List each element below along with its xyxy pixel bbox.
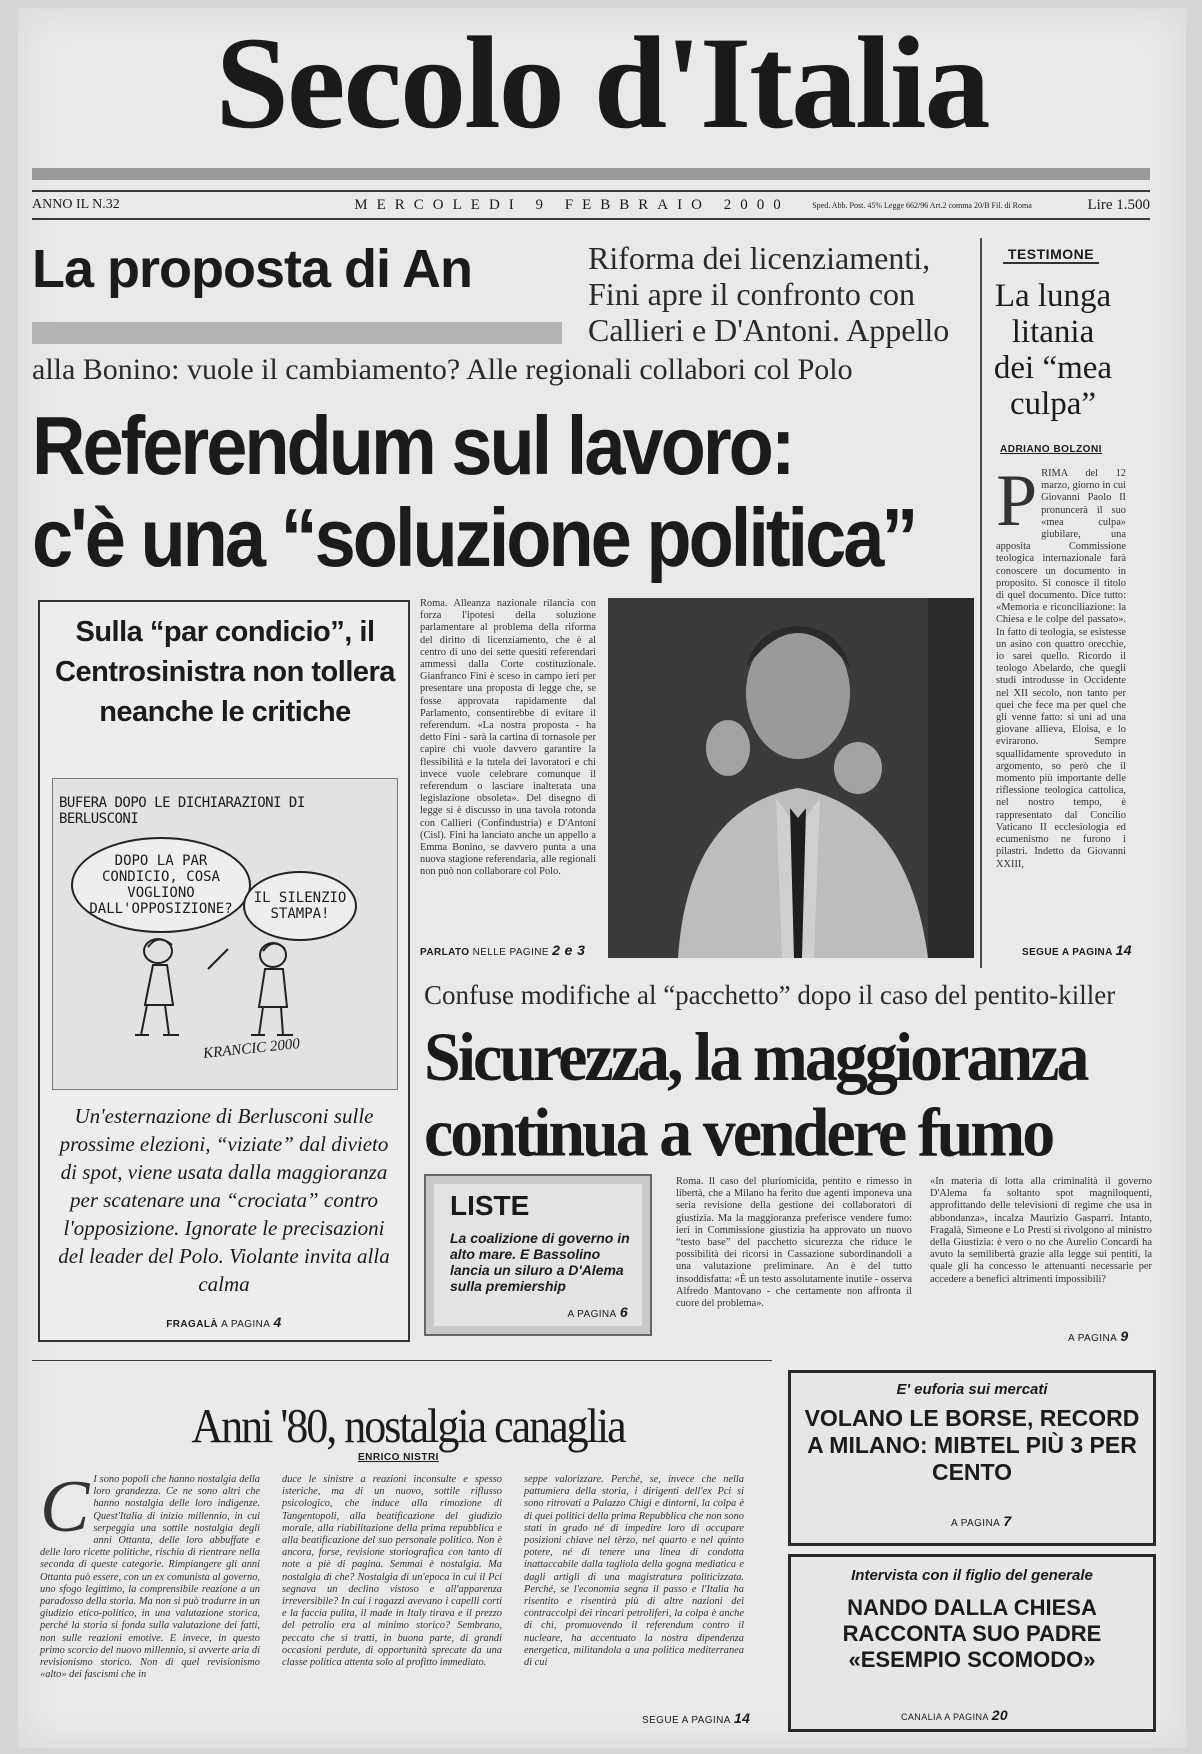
anni80-col-1: [40, 1466, 260, 1681]
testimone-text: RIMA del 12 marzo, giorno in cui Giovanni Paolo II pronuncerà il suo «mea culpa» giubilare, una apposita Commissione teologica internazionale farà conoscere un documento in proposito. Si conosce il titolo di quel documento. Dice tutto: «Memoria e riconciliazione: la Chiesa e le colpe del passato». In fatto di teologia, se esistesse un asino con quattro orecchie, io sarei quello. Ricordo il teologo Abelardo, che quegli studi introdusse in Occidente nel XII secolo, non tanto per quei che fece ma per quel che gli venne fatto: si unì ad una giovane allieva, Eloisa, e lo evirarono. Sempre squallidamente sproveduto in argomento, so però che il momento più importante delle riflessione teologica cattolica, nel nostro tempo, è rappresentato dal Concilio Vaticano II ecclesiologia ed ecumenismo ne furono i pilastri. Indetto da Giovanni XXIII,: [996, 468, 1126, 870]
issue-date: MERCOLEDI 9 FEBBRAIO 2000: [354, 196, 790, 213]
dropcap: P: [996, 460, 1038, 542]
liste-box: [424, 1174, 652, 1336]
rif-page: 20: [991, 1707, 1009, 1723]
anni80-byline: ENRICO NISTRI: [358, 1452, 439, 1463]
masthead-title: Secolo d'Italia: [215, 9, 989, 156]
dateline: [32, 194, 1150, 216]
chiesa-kicker: Intervista con il figlio del generale: [851, 1567, 1093, 1584]
testimone-continued[interactable]: [1022, 942, 1132, 958]
dateline-top-rule: [32, 190, 1150, 192]
sicurezza-body-col-1: Roma. Il caso del pluriomicida, pentito e rimesso in libertà, che a Milano ha ferito due agenti imponeva una seria revisione della gestione dei collaboratori di giustizia. Ma la maggioranza preferisce vendere fumo: ieri in Commissione giustizia ha approvato un nuovo “testo base” del pacchetto sicurezza che riduce le possibilità dei ricorsi in Cassazione subordinandoli a una valutazione preliminare. An è del tutto insoddisfatta: «È un testo assolutamente inutile - osserva Alfredo Mantovano - che certamente non affronta il cuore del problema».: [676, 1176, 912, 1310]
political-cartoon: [52, 778, 398, 1090]
lead-body: Roma. Alleanza nazionale rilancia con forza l'ipotesi della soluzione parlamentare al problema della riforma del diritto di licenziamento, che è al centro di uno dei sette quesiti referendari ammessi dalla Corte costituzionale. Gianfranco Fini è sceso in campo ieri per presentare una proposta di legge che, se fosse approvata rapidamente dal Parlamento, consentirebbe di evitare il referendum. «La nostra proposta - ha detto Fini - sarà la cartina di tornasole per capire chi vuole davvero garantire la flessibilità e la tutela dei lavoratori e chi invece vuole celebrare comunque il referendum o lasciare inalterata una legislazione obsoleta». Del disegno di legge si è discusso in una tavola rotonda con Callieri (Confindustria) e D'Antoni (Cisl). Fini ha lanciato anche un appello a Emma Bonino, se davvero punta a una nuova stagione referendaria, alle regionali non può non collaborare col Polo.: [420, 598, 596, 878]
cartoon-caption: BUFERA DOPO LE DICHIARAZIONI DI BERLUSCONI: [59, 795, 305, 827]
borse-ref[interactable]: [951, 1513, 1012, 1529]
liste-title: LISTE: [450, 1190, 530, 1221]
rif-text: A PAGINA: [1068, 1333, 1118, 1344]
rif-text: A PAGINA: [951, 1518, 1001, 1529]
testimone-title: La lunga litania dei “mea culpa”: [993, 278, 1113, 422]
anni80-text-1: I sono popoli che hanno nostalgia della loro grandezza. Ce ne sono altri che hanno nostalgia delle loro indigenze. Quest'Italia di inizio millennio, in cui serpeggia una sottile nostalgia degli anni Ottanta, delle loro abbuffate e delle loro ricette politiche, rischia di rientrare nella seconda di queste categorie. Rimpiangere gli anni Ottanta può essere, con un ex comunista al governo, uno sfogo legittimo, la comprensibile reazione a un paradosso della storia. Ma non si può tradurre in un giudizio etico-politico, in una valutazione storica, perché la storia si fonda sulla valutazione dei fatti, non sulle reazioni emotive. E invece, in questo primo scorcio del nuovo millennio, si avverte aria di revisionismo storico. Non di quel revisionismo «alto» dei fascismi che in: [40, 1474, 260, 1681]
par-condicio-headline: Sulla “par condicio”, il Centrosinistra non tollera neanche le critiche: [55, 616, 395, 728]
rif-page: 4: [273, 1314, 282, 1330]
par-condicio-summary: Un'esternazione di Berlusconi sulle prossime elezioni, “viziate” dal divieto di spot, viene usata dalla maggioranza per scatenare una “crociata” contro l'opposizione. Ignorate le precisazioni del leader del Polo. Violante invita alla calma: [58, 1104, 390, 1296]
borse-kicker: E' euforia sui mercati: [896, 1381, 1048, 1398]
sicurezza-kicker: Confuse modifiche al “pacchetto” dopo il caso del pentito-killer: [424, 980, 1116, 1010]
par-condicio-ref[interactable]: [40, 1314, 408, 1330]
chiesa-ref[interactable]: [901, 1707, 1008, 1723]
portrait-illustration: [608, 598, 974, 958]
anni80-col-2: [282, 1474, 502, 1669]
liste-inner: [434, 1184, 642, 1326]
rif-text: SEGUE A PAGINA: [642, 1715, 731, 1726]
section-label-testimone: TESTIMONE: [1003, 246, 1099, 264]
rif-text: CANALIA A PAGINA: [901, 1712, 989, 1722]
chiesa-box: [788, 1554, 1156, 1732]
rif-page: 14: [733, 1710, 751, 1726]
newspaper-page: [18, 8, 1186, 1748]
rif-page: 6: [619, 1304, 628, 1320]
column-divider: [980, 238, 982, 968]
lead-deck-line: alla Bonino: vuole il cambiamento? Alle regionali collabori col Polo: [32, 353, 853, 386]
rif-author: FRAGALÀ: [166, 1319, 218, 1330]
kicker-grey-bar: [32, 322, 562, 344]
speech-bubble-1: DOPO LA PAR CONDICIO, COSA VOGLIONO DALL'OPPOSIZIONE?: [71, 837, 251, 933]
lead-headline-line-1: Referendum sul lavoro:: [32, 398, 793, 492]
rif-text: NELLE PAGINE: [472, 947, 549, 958]
rif-page: 7: [1003, 1513, 1012, 1529]
anni80-col-3: [524, 1474, 744, 1669]
lead-deck: Riforma dei licenziamenti, Fini apre il confronto con Callieri e D'Antoni. Appello: [588, 240, 950, 348]
lead-kicker: La proposta di An: [32, 239, 472, 299]
issue-number: ANNO IL N.32: [32, 197, 120, 212]
rif-author: PARLATO: [420, 947, 470, 958]
dateline-bottom-rule: [32, 218, 1150, 220]
rif-page: 14: [1115, 942, 1132, 958]
anni80-continued[interactable]: [642, 1710, 750, 1726]
lead-continued[interactable]: [420, 942, 585, 958]
lead-headline-line-2: c'è una “soluzione politica”: [32, 490, 916, 584]
masthead-rule: [32, 168, 1150, 180]
rif-text: SEGUE A PAGINA: [1022, 947, 1113, 958]
photo-gianfranco-fini: [608, 598, 974, 958]
rif-page: 9: [1120, 1328, 1129, 1344]
liste-text: La coalizione di governo in alto mare. E Bassolino lancia un siluro a D'Alema sulla premiership: [450, 1230, 630, 1294]
bottom-section-rule: [32, 1360, 772, 1361]
anni80-text-3: seppe valorizzare. Perché, se, invece che nella pattumiera della storia, i dirigenti dell'ex Pci si sono ritrovati a Palazzo Chigi e dintorni, la colpa è di quei politici della prima Repubblica che non sono stati in grado né di impedire loro di occupare posizioni chiave nel tèrzo, nel quarto e nel quinto potere, né di tenere una linea di condotta inattaccabile dalla tagliola della gogna mediatica e dagli artigli di una magistratura politicizzata. Perché, se l'economia segna il passo e l'Italia ha risentito e risentirà più di altre nazioni dei contraccolpi dei rincari petroliferi, la colpa è anche di chi, promuovendo il referendum contro il nucleare, ha accentuato la nostra dipendenza energetica, militandola a una politica mediterranea di cui: [524, 1474, 744, 1669]
borse-headline: VOLANO LE BORSE, RECORD A MILANO: MIBTEL PIÙ 3 PER CENTO: [804, 1405, 1140, 1485]
rif-text: A PAGINA: [567, 1309, 617, 1320]
sicurezza-ref[interactable]: [1068, 1328, 1129, 1344]
borse-box: [788, 1370, 1156, 1546]
testimone-byline: ADRIANO BOLZONI: [1000, 444, 1102, 455]
sicurezza-headline: Sicurezza, la maggioranza continua a vendere fumo: [424, 1018, 1087, 1172]
anni80-title: Anni '80, nostalgia canaglia: [191, 1399, 625, 1453]
postal-notice: Sped. Abb. Post. 45% Legge 662/96 Art.2 comma 20/B Fil. di Roma: [812, 200, 1032, 210]
anni80-text-2: duce le sinistre a reazioni inconsulte e spesso isteriche, ma di un nuovo, sottile riflusso psicologico, che induce alla rimozione di Tangentopoli, alla beatificazione del giudizio morale, alla riabilitazione della prima repubblica e alla beatificazione del suo personale politico. Non è ancora, forse, revisione storiografica con tanto di note a piè di pagina. Semmai è nostalgia. Ma nostalgia di che? Nostalgia di un'epoca in cui il Pci segnava un declino vistoso e all'apparenza irreversibile? In cui i ragazzi avevano i capelli corti e la faccia pulita, il made in Italy tirava e il prezzo del petrolio era al minimo storico? Sembrano, peccato che si tratti, in buona parte, di grandi occasioni perdute, di opportunità sprecate da una classe politica attenta solo al profitto immediato.: [282, 1474, 502, 1669]
chiesa-headline: NANDO DALLA CHIESA RACCONTA SUO PADRE «ESEMPIO SCOMODO»: [842, 1595, 1102, 1672]
speech-bubble-2: IL SILENZIO STAMPA!: [243, 871, 357, 941]
issue-price: Lire 1.500: [1087, 196, 1150, 213]
rif-text: A PAGINA: [221, 1319, 271, 1330]
rif-page: 2 e 3: [552, 942, 586, 958]
cartoonist-signature: KRANCIC 2000: [202, 1035, 301, 1063]
lead-headline: [32, 400, 982, 584]
cartoon-figures: [113, 929, 333, 1049]
liste-ref[interactable]: [567, 1304, 628, 1320]
dropcap: C: [40, 1466, 90, 1548]
sicurezza-body-col-2: «In materia di lotta alla criminalità il governo D'Alema fa soltanto spot magniloquenti, approfittando delle televisioni di regime che usa in abbondanza», incalza Maurizio Gasparri. Intanto, Fragalà, Simeone e Lo Presti si rivolgono al ministro della Giustizia: è vero o no che Aurelio Concardi ha avuto la semilibertà grazie alla legge sui pentiti, la quale gli ha concesso le attenuanti necessarie per accedere a benefici altrimenti impossibili?: [930, 1176, 1152, 1285]
testimone-body: [996, 460, 1126, 871]
par-condicio-box: [38, 600, 410, 1342]
